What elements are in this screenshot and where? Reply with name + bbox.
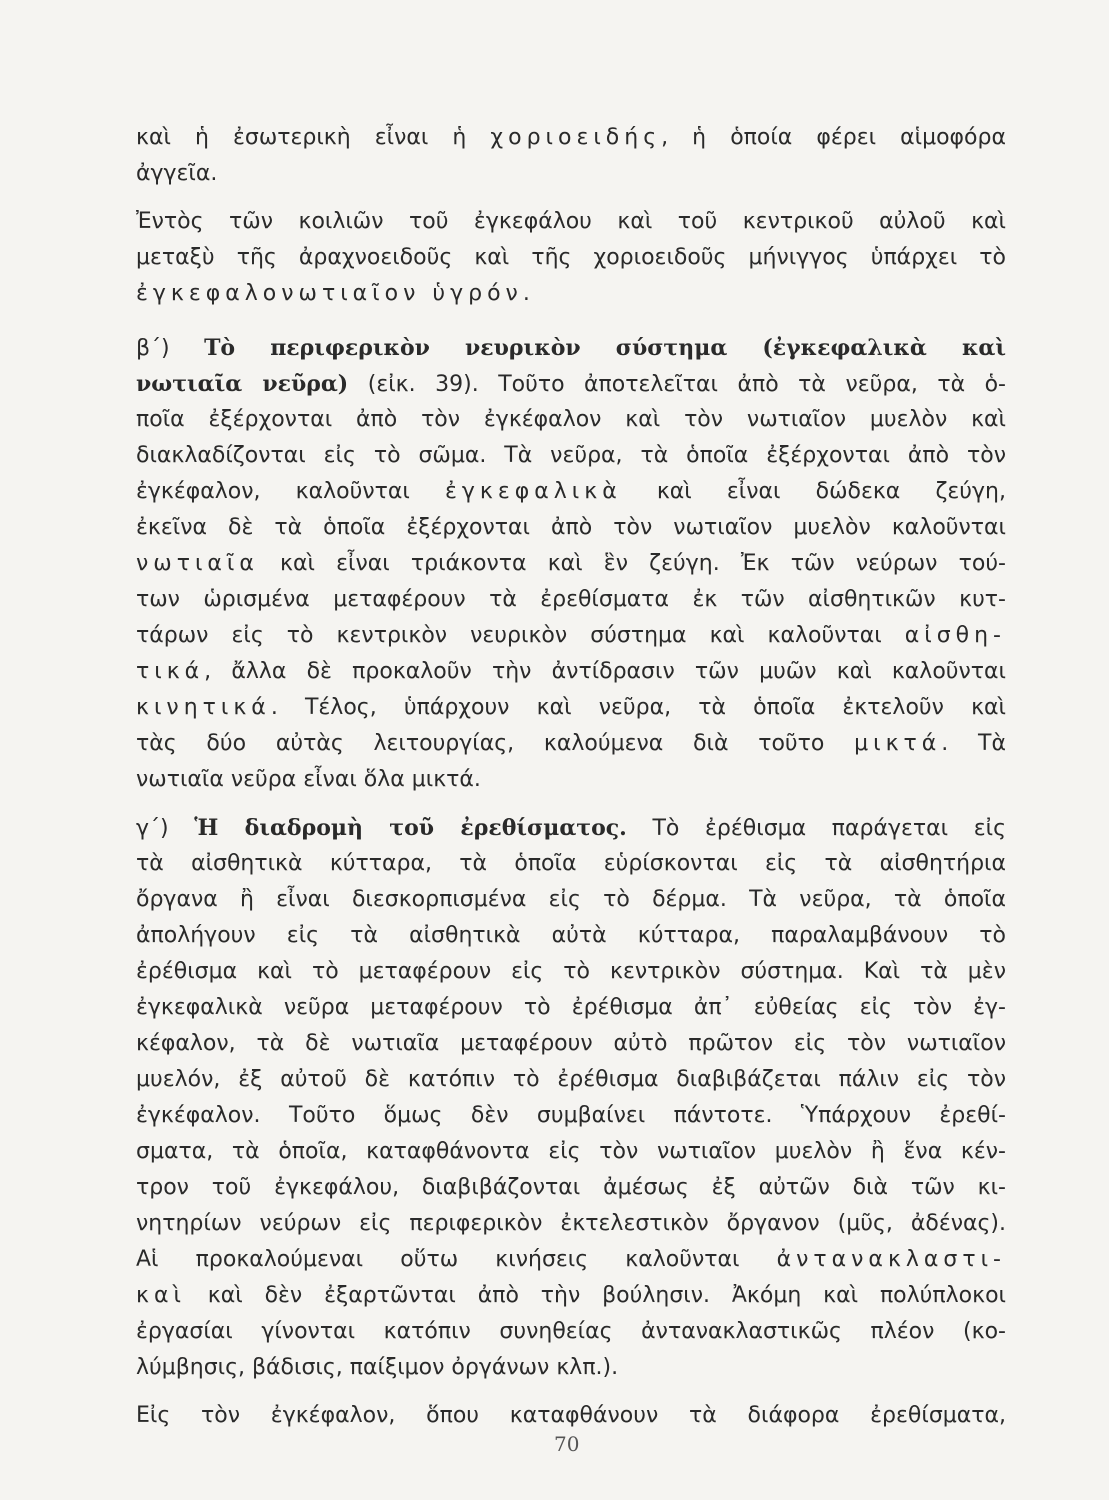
spaced-term: αἰσθη-: [904, 623, 1006, 648]
text-run: ἐργασίαι γίνονται κατόπιν συνηθείας ἀντανακλαστικῶς πλέον (κο-: [136, 1319, 1006, 1344]
text-line: [136, 1062, 1006, 1098]
spaced-term: χοριοειδής: [490, 125, 662, 150]
text-run: γ΄): [136, 816, 195, 841]
bold-heading-text: νωτιαῖα νεῦρα): [136, 371, 349, 397]
text-line: [136, 366, 1006, 402]
text-run: λύμβησις, βάδισις, παίξιμον ὀργάνων κλπ.).: [136, 1355, 619, 1380]
text-run: (εἰκ. 39). Τοῦτο ἀποτελεῖται ἀπὸ τὰ νεῦρα, τὰ ὁ-: [348, 372, 1006, 397]
text-run: κέφαλον, τὰ δὲ νωτιαῖα μεταφέρουν αὐτὸ πρῶτον εἰς τὸν νωτιαῖον: [136, 1031, 1006, 1056]
text-run: . Τέλος, ὑπάρχουν καὶ νεῦρα, τὰ ὁποῖα ἐκτελοῦν καὶ: [270, 695, 1006, 720]
spaced-term: ἐγκεφαλονωτιαῖον ὑγρόν: [136, 281, 523, 306]
text-line: [136, 810, 1006, 846]
text-line: [136, 1242, 1006, 1278]
text-line: [136, 438, 1006, 474]
text-run: νωτιαῖα νεῦρα εἶναι ὅλα μικτά.: [136, 767, 481, 792]
text-run: , ἡ ὁποία φέρει αἱμοφόρα: [661, 125, 1006, 150]
text-run: .: [522, 281, 530, 306]
text-line: [136, 618, 1006, 654]
text-run: ἀγγεῖα.: [136, 161, 218, 186]
text-line: [136, 726, 1006, 762]
text-line: [136, 1170, 1006, 1206]
text-line: [136, 204, 1006, 240]
text-line: [136, 1026, 1006, 1062]
text-run: . Τὰ: [941, 731, 1006, 756]
text-run: τὰ αἰσθητικὰ κύτταρα, τὰ ὁποῖα εὑρίσκονται εἰς τὰ αἰσθητήρια: [136, 851, 1006, 876]
spaced-term: νωτιαῖα: [136, 551, 259, 576]
text-line: [136, 546, 1006, 582]
text-line: [136, 1398, 1006, 1434]
text-line: [136, 120, 1006, 156]
text-run: Αἱ προκαλούμεναι οὕτω κινήσεις καλοῦνται: [136, 1247, 777, 1272]
text-line: [136, 510, 1006, 546]
text-run: ἐγκέφαλον. Τοῦτο ὅμως δὲν συμβαίνει πάντοτε. Ὑπάρχουν ἐρεθί-: [136, 1103, 1006, 1128]
bold-heading-text: Ἡ διαδρομὴ τοῦ ἐρεθίσματος.: [194, 815, 627, 841]
text-run: καὶ δὲν ἐξαρτῶνται ἀπὸ τὴν βούλησιν. Ἀκόμη καὶ πολύπλοκοι: [185, 1283, 1006, 1308]
text-line: [136, 582, 1006, 618]
text-line: [136, 240, 1006, 276]
text-run: ἐγκέφαλον, καλοῦνται: [136, 479, 445, 504]
text-line: [136, 846, 1006, 882]
text-line: [136, 1134, 1006, 1170]
text-run: καὶ ἡ ἐσωτερικὴ εἶναι ἡ: [136, 125, 491, 150]
text-run: μυελόν, ἐξ αὐτοῦ δὲ κατόπιν τὸ ἐρέθισμα διαβιβάζεται πάλιν εἰς τὸν: [136, 1067, 1006, 1092]
text-line: [136, 954, 1006, 990]
text-run: ὄργανα ἢ εἶναι διεσκορπισμένα εἰς τὸ δέρμα. Τὰ νεῦρα, τὰ ὁποῖα: [136, 887, 1006, 912]
text-line: [136, 474, 1006, 510]
text-run: , ἄλλα δὲ προκαλοῦν τὴν ἀντίδρασιν τῶν μυῶν καὶ καλοῦνται: [204, 659, 1006, 684]
text-run: ἀπολήγουν εἰς τὰ αἰσθητικὰ αὐτὰ κύτταρα, παραλαμβάνουν τὸ: [136, 923, 1006, 948]
text-line: [136, 654, 1006, 690]
text-run: νητηρίων νεύρων εἰς περιφερικὸν ἐκτελεστικὸν ὄργανον (μῦς, ἀδένας).: [136, 1211, 1006, 1236]
spaced-term: κινητικά: [136, 695, 271, 720]
text-run: ποῖα ἐξέρχονται ἀπὸ τὸν ἐγκέφαλον καὶ τὸν νωτιαῖον μυελὸν καὶ: [136, 407, 1006, 432]
text-run: τὰς δύο αὐτὰς λειτουργίας, καλούμενα διὰ τοῦτο: [136, 731, 855, 756]
text-run: τρον τοῦ ἐγκεφάλου, διαβιβάζονται ἀμέσως ἐξ αὐτῶν διὰ τῶν κι-: [136, 1175, 1006, 1200]
text-run: β΄): [136, 336, 205, 361]
spaced-term: τικά: [136, 659, 205, 684]
text-line: [136, 990, 1006, 1026]
spaced-term: μικτά: [854, 731, 942, 756]
text-line: [136, 690, 1006, 726]
text-line: [136, 156, 1006, 192]
text-line: [136, 1098, 1006, 1134]
text-line: [136, 1314, 1006, 1350]
text-run: ἐκεῖνα δὲ τὰ ὁποῖα ἐξέρχονται ἀπὸ τὸν νωτιαῖον μυελὸν καλοῦνται: [136, 515, 1006, 540]
bold-heading-text: Τὸ περιφερικὸν νευρικὸν σύστημα (ἐγκεφαλικὰ καὶ: [204, 335, 1007, 361]
text-run: διακλαδίζονται εἰς τὸ σῶμα. Τὰ νεῦρα, τὰ ὁποῖα ἐξέρχονται ἀπὸ τὸν: [136, 443, 1006, 468]
text-run: των ὡρισμένα μεταφέρουν τὰ ἐρεθίσματα ἐκ τῶν αἰσθητικῶν κυτ-: [136, 587, 1006, 612]
text-run: καὶ εἶναι δώδεκα ζεύγη,: [621, 479, 1006, 504]
text-line: [136, 1206, 1006, 1242]
text-run: σματα, τὰ ὁποῖα, καταφθάνοντα εἰς τὸν νωτιαῖον μυελὸν ἢ ἕνα κέν-: [136, 1139, 1006, 1164]
text-run: ἐρέθισμα καὶ τὸ μεταφέρουν εἰς τὸ κεντρικὸν σύστημα. Καὶ τὰ μὲν: [136, 959, 1006, 984]
text-line: [136, 330, 1006, 366]
text-run: τάρων εἰς τὸ κεντρικὸν νευρικὸν σύστημα καὶ καλοῦνται: [136, 623, 905, 648]
text-run: καὶ εἶναι τριάκοντα καὶ ἓν ζεύγη. Ἐκ τῶν νεύρων τού-: [258, 551, 1006, 576]
text-line: [136, 882, 1006, 918]
text-run: Εἰς τὸν ἐγκέφαλον, ὅπου καταφθάνουν τὰ διάφορα ἐρεθίσματα,: [136, 1403, 1006, 1428]
spaced-term: ἀντανακλαστι-: [776, 1247, 1006, 1272]
text-run: ἐγκεφαλικὰ νεῦρα μεταφέρουν τὸ ἐρέθισμα ἀπ᾿ εὐθείας εἰς τὸν ἐγ-: [136, 995, 1006, 1020]
text-run: μεταξὺ τῆς ἀραχνοειδοῦς καὶ τῆς χοριοειδοῦς μήνιγγος ὑπάρχει τὸ: [136, 245, 1006, 270]
text-line: [136, 402, 1006, 438]
spaced-term: καὶ: [136, 1283, 186, 1308]
text-line: [136, 1350, 1006, 1386]
text-line: [136, 762, 1006, 798]
text-run: Ἐντὸς τῶν κοιλιῶν τοῦ ἐγκεφάλου καὶ τοῦ κεντρικοῦ αὐλοῦ καὶ: [136, 209, 1006, 234]
page-number: 70: [554, 1432, 580, 1456]
text-run: Τὸ ἐρέθισμα παράγεται εἰς: [626, 816, 1006, 841]
text-line: [136, 276, 1006, 312]
text-line: [136, 918, 1006, 954]
spaced-term: ἐγκεφαλικὰ: [444, 479, 622, 504]
text-line: [136, 1278, 1006, 1314]
